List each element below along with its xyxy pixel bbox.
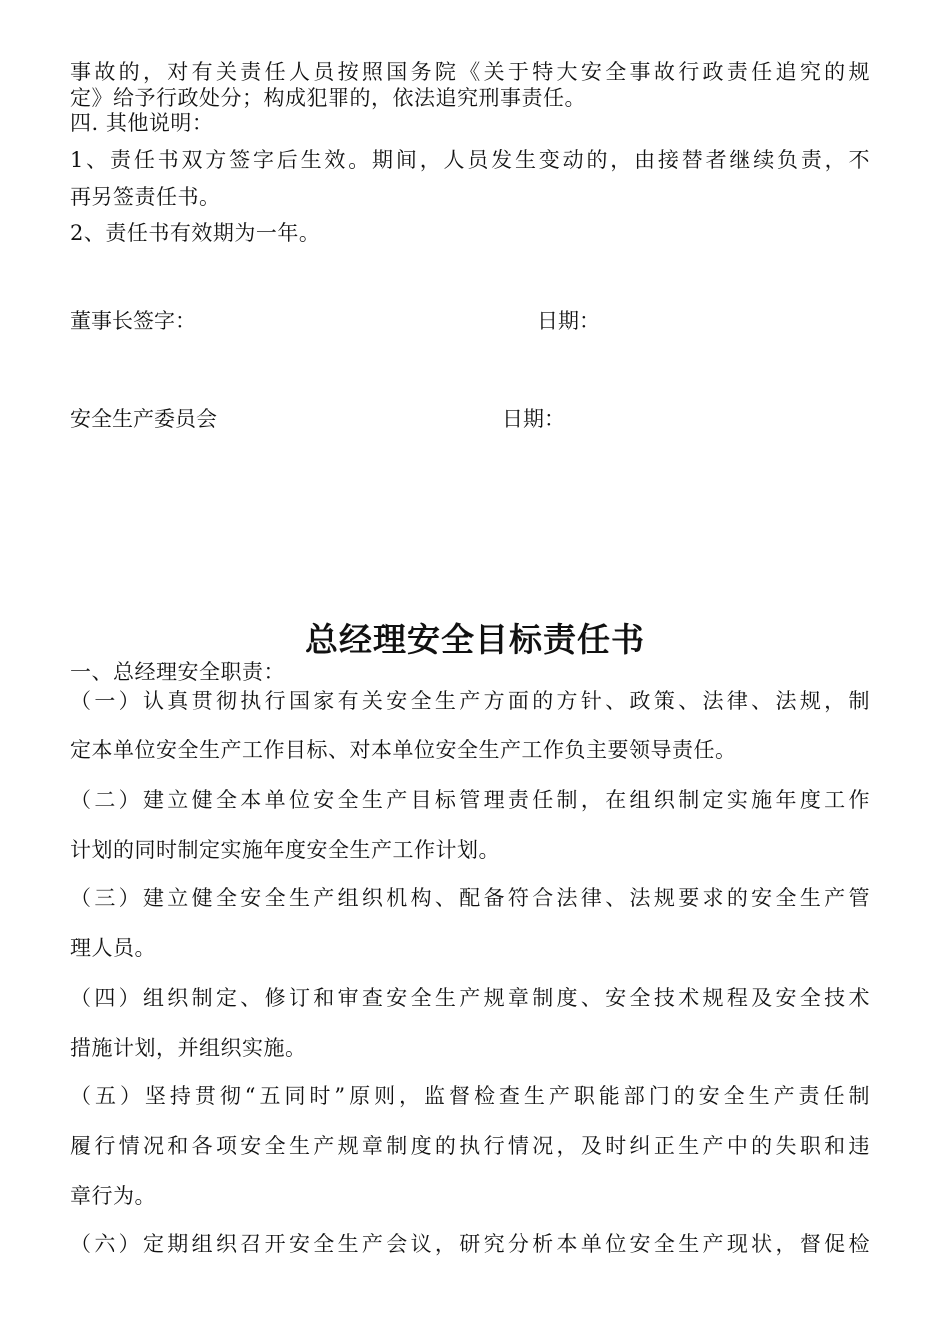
paragraph-line: （五）坚持贯彻“五同时”原则，监督检查生产职能部门的安全生产责任制 bbox=[70, 1084, 870, 1108]
paragraph-line: （四）组织制定、修订和审查安全生产规章制度、安全技术规程及安全技术 bbox=[70, 986, 870, 1010]
chairman-signature-label: 董事长签字： bbox=[70, 309, 196, 333]
paragraph-line: 章行为。 bbox=[70, 1184, 156, 1208]
paragraph-line: （三）建立健全安全生产组织机构、配备符合法律、法规要求的安全生产管 bbox=[70, 886, 870, 910]
section-heading: 一、总经理安全职责： bbox=[70, 660, 285, 684]
paragraph-line: 定》给予行政处分；构成犯罪的，依法追究刑事责任。 bbox=[70, 86, 586, 110]
paragraph-line: 履行情况和各项安全生产规章制度的执行情况，及时纠正生产中的失职和违 bbox=[70, 1134, 870, 1158]
paragraph-line: 事故的，对有关责任人员按照国务院《关于特大安全事故行政责任追究的规 bbox=[70, 60, 870, 84]
paragraph-line: 理人员。 bbox=[70, 936, 156, 960]
paragraph-line: 措施计划，并组织实施。 bbox=[70, 1036, 307, 1060]
document-title: 总经理安全目标责任书 bbox=[305, 620, 645, 659]
committee-date-label: 日期： bbox=[502, 407, 565, 431]
paragraph-line: 1、责任书双方签字后生效。期间，人员发生变动的，由接替者继续负责，不 bbox=[70, 148, 870, 172]
paragraph-line: 计划的同时制定实施年度安全生产工作计划。 bbox=[70, 838, 500, 862]
committee-signature-label: 安全生产委员会 bbox=[70, 407, 217, 431]
paragraph-line: （六）定期组织召开安全生产会议，研究分析本单位安全生产现状，督促检 bbox=[70, 1232, 870, 1256]
chairman-date-label: 日期： bbox=[537, 309, 600, 333]
section-heading-other-notes: 四. 其他说明： bbox=[70, 111, 214, 135]
paragraph-line: 2、责任书有效期为一年。 bbox=[70, 221, 321, 245]
paragraph-line: （一）认真贯彻执行国家有关安全生产方面的方针、政策、法律、法规，制 bbox=[70, 689, 870, 713]
paragraph-line: 定本单位安全生产工作目标、对本单位安全生产工作负主要领导责任。 bbox=[70, 738, 737, 762]
paragraph-line: （二）建立健全本单位安全生产目标管理责任制，在组织制定实施年度工作 bbox=[70, 788, 870, 812]
paragraph-line: 再另签责任书。 bbox=[70, 185, 221, 209]
